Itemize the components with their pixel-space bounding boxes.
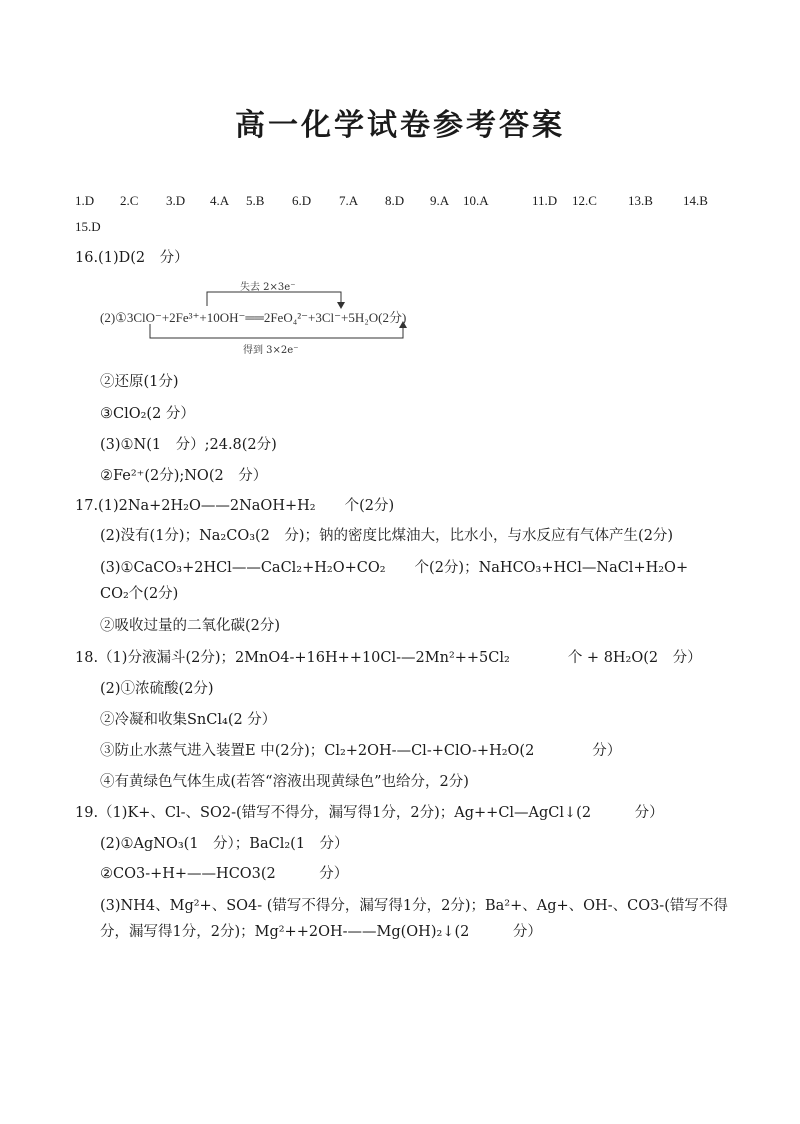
choice-answer: 6.D	[292, 193, 312, 208]
choice-answer: 8.D	[385, 193, 405, 208]
q17-part4: ②吸收过量的二氧化碳(2分)	[100, 618, 281, 634]
choice-answer: 13.B	[628, 193, 653, 208]
choice-answer: 14.B	[683, 193, 708, 208]
redox-equation: (2)①3ClO⁻+2Fe³⁺+10OH⁻══2FeO₄²⁻+3Cl⁻+5H₂O(2分)	[100, 310, 407, 325]
q17-part1: 17.(1)2Na+2H₂O——2NaOH+H₂ 个(2分)	[75, 498, 395, 514]
q19-part2-a: (2)①AgNO₃(1 分）；BaCl₂(1 分）	[100, 836, 349, 852]
q16-part2-c: ③ClO₂(2 分）	[100, 406, 195, 422]
q18-part1: 18.（1)分液漏斗(2分)；2MnO4-+16H++10Cl-—2Mn²++5Cl₂ 个 + 8H₂O(2 分）	[75, 650, 702, 666]
q19-part1: 19.（1)K+、Cl-、SO2-(错写不得分，漏写得1分，2分)；Ag++Cl—AgCl↓(2 分）	[75, 805, 664, 821]
choice-answer: 2.C	[120, 193, 139, 208]
choice-answer: 11.D	[532, 193, 558, 208]
choice-answer: 7.A	[339, 193, 359, 208]
choice-answer: 5.B	[246, 193, 265, 208]
q17-part3-a: (3)①CaCO₃+2HCl——CaCl₂+H₂O+CO₂ 个(2分)；NaHCO₃+HCl—NaCl+H₂O+	[100, 560, 689, 576]
choice-answer: 3.D	[166, 193, 186, 208]
q17-part3-b: CO₂个(2分)	[100, 586, 179, 602]
q17-part2: (2)没有(1分)；Na₂CO₃(2 分)；钠的密度比煤油大，比水小，与水反应有气体产生(2分)	[100, 528, 674, 544]
gain-electron-label: 得到 3×2e⁻	[243, 345, 299, 356]
choice-answer: 4.A	[210, 193, 230, 208]
q16-part1: 16.(1)D(2 分）	[75, 250, 189, 266]
lose-electron-label: 失去 2×3e⁻	[240, 282, 296, 293]
choice-answer: 15.D	[75, 219, 101, 234]
choice-answer: 12.C	[572, 193, 597, 208]
q16-part3-b: ②Fe²⁺(2分);NO(2 分）	[100, 468, 268, 484]
q19-part2-b: ②CO3-+H+——HCO3(2 分）	[100, 866, 349, 882]
q18-part2-d: ④有黄绿色气体生成(若答“溶液出现黄绿色”也给分，2分)	[100, 774, 469, 790]
q18-part2-b: ②冷凝和收集SnCl₄(2 分）	[100, 712, 277, 728]
page-title: 高一化学试卷参考答案	[235, 108, 565, 143]
choice-answer: 9.A	[430, 193, 450, 208]
q19-part3-b: 分，漏写得1分，2分)；Mg²++2OH-——Mg(OH)₂↓(2 分）	[100, 924, 542, 940]
q18-part2-a: (2)①浓硫酸(2分)	[100, 681, 214, 697]
choice-answer: 1.D	[75, 193, 95, 208]
q18-part2-c: ③防止水蒸气进入装置E 中(2分)；Cl₂+2OH-—Cl-+ClO-+H₂O(2 分）	[100, 743, 622, 759]
q16-part3-a: (3)①N(1 分）;24.8(2分)	[100, 437, 277, 453]
choice-answer: 10.A	[463, 193, 489, 208]
q19-part3-a: (3)NH4、Mg²+、SO4- (错写不得分，漏写得1分，2分)；Ba²+、Ag+、OH-、CO3-(错写不得	[100, 898, 728, 914]
q16-part2-b: ②还原(1分)	[100, 374, 179, 390]
